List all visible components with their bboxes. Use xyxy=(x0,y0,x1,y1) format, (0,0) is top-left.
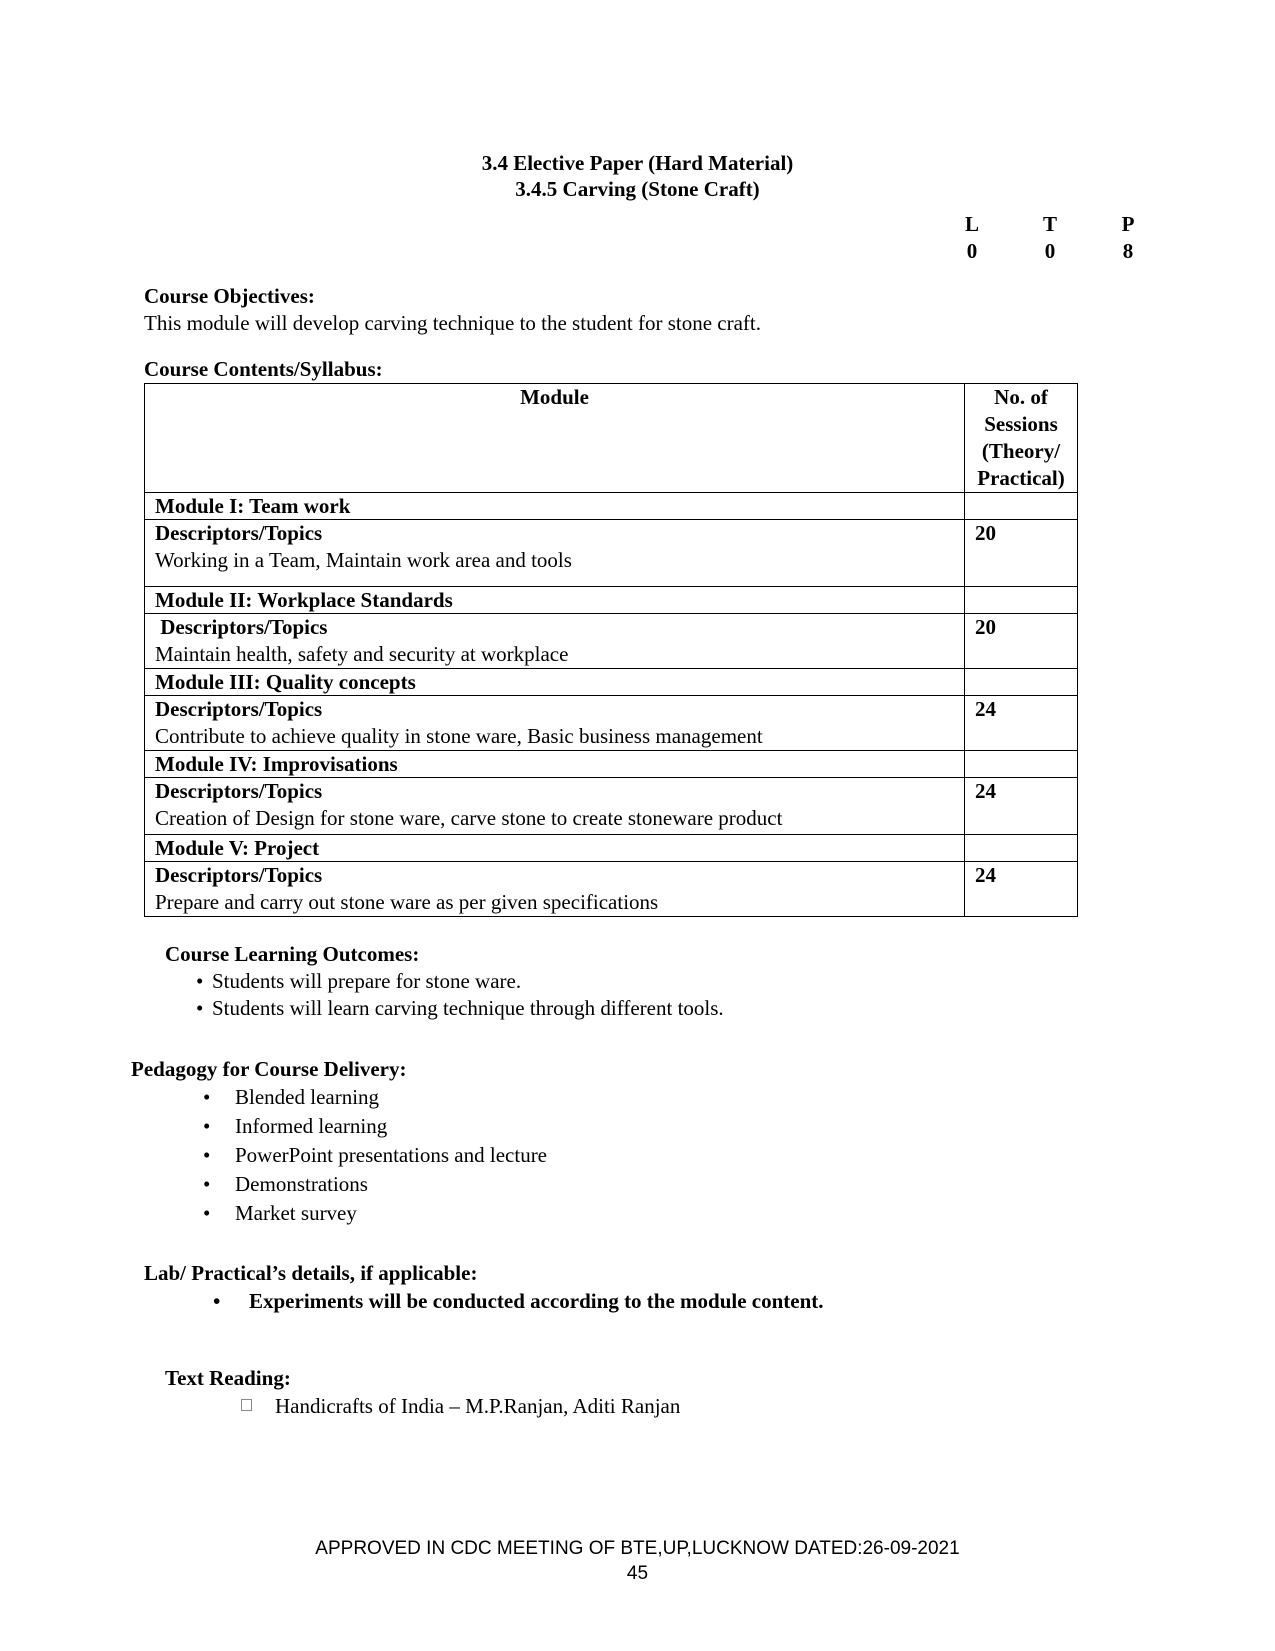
list-item xyxy=(203,1170,547,1199)
table-row xyxy=(145,520,1078,587)
col-sessions-line: Practical) xyxy=(977,466,1065,490)
list-item xyxy=(203,1112,547,1141)
descriptors-heading: Descriptors/Topics xyxy=(155,779,323,803)
module-sessions: 24 xyxy=(965,862,1078,917)
descriptors-heading: Descriptors/Topics xyxy=(155,615,328,639)
objectives-heading: Course Objectives: xyxy=(144,284,315,308)
module-descriptors xyxy=(145,778,965,835)
page-title: 3.4 Elective Paper (Hard Material) xyxy=(481,151,794,175)
table-row xyxy=(145,696,1078,751)
list-item xyxy=(196,968,724,995)
reading-heading: Text Reading: xyxy=(165,1366,291,1390)
bullet-icon: • xyxy=(196,996,204,1020)
module-descriptors xyxy=(145,862,965,917)
table-row xyxy=(145,587,1078,614)
bullet-icon: • xyxy=(203,1143,211,1167)
ltp-values xyxy=(960,238,1140,265)
table-row xyxy=(145,751,1078,778)
descriptors-text: Contribute to achieve quality in stone ware, Basic business management xyxy=(155,724,763,748)
pedagogy-item: PowerPoint presentations and lecture xyxy=(235,1143,548,1167)
table-row xyxy=(145,862,1078,917)
bullet-icon: • xyxy=(203,1114,211,1138)
col-sessions-line: (Theory/ xyxy=(981,439,1061,463)
list-item xyxy=(213,1288,824,1315)
module-empty-cell xyxy=(965,493,1078,520)
checkbox-icon xyxy=(241,1399,252,1411)
module-descriptors xyxy=(145,614,965,669)
outcomes-heading: Course Learning Outcomes: xyxy=(165,942,420,966)
list-item xyxy=(241,1393,680,1420)
table-row xyxy=(145,778,1078,835)
pedagogy-list xyxy=(203,1083,547,1228)
descriptors-text: Maintain health, safety and security at workplace xyxy=(155,642,569,666)
footer-approval: APPROVED IN CDC MEETING OF BTE,UP,LUCKNOW DATED:26-09-2021 xyxy=(315,1538,960,1559)
module-title: Module IV: Improvisations xyxy=(145,751,965,778)
module-empty-cell xyxy=(965,835,1078,862)
module-empty-cell xyxy=(965,751,1078,778)
page-number: 45 xyxy=(626,1563,649,1584)
module-title: Module II: Workplace Standards xyxy=(145,587,965,614)
module-empty-cell xyxy=(965,669,1078,696)
syllabus-table xyxy=(144,383,1078,917)
col-sessions-line: No. of xyxy=(994,385,1048,409)
module-descriptors xyxy=(145,696,965,751)
bullet-icon: • xyxy=(203,1201,211,1225)
pedagogy-item: Demonstrations xyxy=(235,1172,368,1196)
module-descriptors xyxy=(145,520,965,587)
syllabus-heading: Course Contents/Syllabus: xyxy=(144,357,383,381)
bullet-icon: • xyxy=(213,1289,221,1313)
pedagogy-item: Blended learning xyxy=(235,1085,380,1109)
table-row xyxy=(145,835,1078,862)
table-row xyxy=(145,493,1078,520)
descriptors-heading: Descriptors/Topics xyxy=(155,697,323,721)
descriptors-heading: Descriptors/Topics xyxy=(155,521,323,545)
outcomes-list xyxy=(196,968,724,1022)
module-title: Module III: Quality concepts xyxy=(145,669,965,696)
page-subtitle: 3.4.5 Carving (Stone Craft) xyxy=(515,177,760,201)
table-row xyxy=(145,614,1078,669)
descriptors-text: Working in a Team, Maintain work area and tools xyxy=(155,548,572,572)
module-title: Module V: Project xyxy=(145,835,965,862)
col-module-header: Module xyxy=(145,384,965,493)
module-sessions: 20 xyxy=(965,614,1078,669)
pedagogy-heading: Pedagogy for Course Delivery: xyxy=(131,1057,407,1081)
objectives-text: This module will develop carving technique to the student for stone craft. xyxy=(144,311,761,335)
outcome-text: Students will learn carving technique through different tools. xyxy=(212,996,724,1020)
outcome-text: Students will prepare for stone ware. xyxy=(212,969,522,993)
bullet-icon: • xyxy=(203,1172,211,1196)
col-sessions-line: Sessions xyxy=(984,412,1058,436)
bullet-icon: • xyxy=(196,969,204,993)
ltp-label-t: T xyxy=(1042,212,1057,236)
module-sessions: 24 xyxy=(965,778,1078,835)
module-sessions: 20 xyxy=(965,520,1078,587)
table-header-row xyxy=(145,384,1078,493)
lab-item: Experiments will be conducted according to the module content. xyxy=(249,1289,824,1313)
ltp-value-p: 8 xyxy=(1122,239,1134,263)
list-item xyxy=(203,1141,547,1170)
reading-item: Handicrafts of India – M.P.Ranjan, Aditi Ranjan xyxy=(275,1394,681,1418)
list-item xyxy=(203,1199,547,1228)
descriptors-text: Creation of Design for stone ware, carve stone to create stoneware product xyxy=(155,806,783,830)
module-title: Module I: Team work xyxy=(145,493,965,520)
pedagogy-item: Market survey xyxy=(235,1201,357,1225)
descriptors-text: Prepare and carry out stone ware as per given specifications xyxy=(155,890,659,914)
ltp-value-l: 0 xyxy=(966,239,978,263)
module-sessions: 24 xyxy=(965,696,1078,751)
bullet-icon: • xyxy=(203,1085,211,1109)
lab-list xyxy=(213,1288,824,1315)
reading-list xyxy=(241,1393,680,1420)
ltp-labels xyxy=(960,211,1140,238)
ltp-label-p: P xyxy=(1121,212,1135,236)
ltp-value-t: 0 xyxy=(1044,239,1056,263)
lab-heading: Lab/ Practical’s details, if applicable: xyxy=(144,1261,478,1285)
col-sessions-header xyxy=(965,384,1078,493)
descriptors-heading: Descriptors/Topics xyxy=(155,863,323,887)
ltp-label-l: L xyxy=(964,212,979,236)
module-empty-cell xyxy=(965,587,1078,614)
list-item xyxy=(196,995,724,1022)
list-item xyxy=(203,1083,547,1112)
ltp-block xyxy=(960,211,1140,265)
table-row xyxy=(145,669,1078,696)
pedagogy-item: Informed learning xyxy=(235,1114,388,1138)
